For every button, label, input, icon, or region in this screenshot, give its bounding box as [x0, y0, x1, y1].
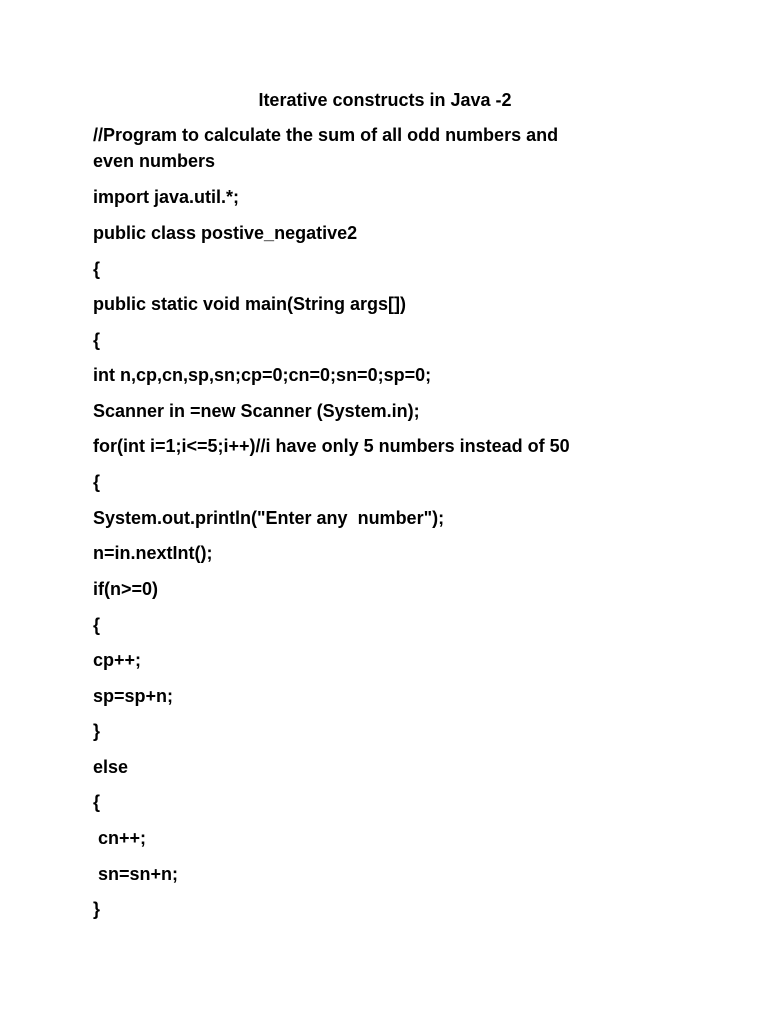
- code-line: }: [93, 899, 101, 919]
- code-line: //Program to calculate the sum of all odd numbers and: [93, 125, 559, 145]
- code-line: if(n>=0): [93, 579, 159, 599]
- code-line: sp=sp+n;: [93, 686, 174, 706]
- code-line: }: [93, 721, 101, 741]
- code-line: even numbers: [93, 151, 216, 171]
- code-line: for(int i=1;i<=5;i++)//i have only 5 numbers instead of 50: [93, 436, 570, 456]
- code-line: {: [93, 615, 101, 635]
- code-line: sn=sn+n;: [93, 864, 179, 884]
- code-line: public static void main(String args[]): [93, 294, 407, 314]
- code-line: Scanner in =new Scanner (System.in);: [93, 401, 420, 421]
- code-line: System.out.println("Enter any number");: [93, 508, 445, 528]
- code-line: {: [93, 792, 101, 812]
- code-line: {: [93, 330, 101, 350]
- code-line: int n,cp,cn,sp,sn;cp=0;cn=0;sn=0;sp=0;: [93, 365, 432, 385]
- code-line: public class postive_negative2: [93, 223, 358, 243]
- code-line: n=in.nextInt();: [93, 543, 213, 563]
- code-line: cn++;: [93, 828, 147, 848]
- document-title: Iterative constructs in Java -2: [258, 90, 512, 110]
- code-line: cp++;: [93, 650, 142, 670]
- code-line: {: [93, 472, 101, 492]
- code-line: else: [93, 757, 129, 777]
- code-line: {: [93, 259, 101, 279]
- code-line: import java.util.*;: [93, 187, 240, 207]
